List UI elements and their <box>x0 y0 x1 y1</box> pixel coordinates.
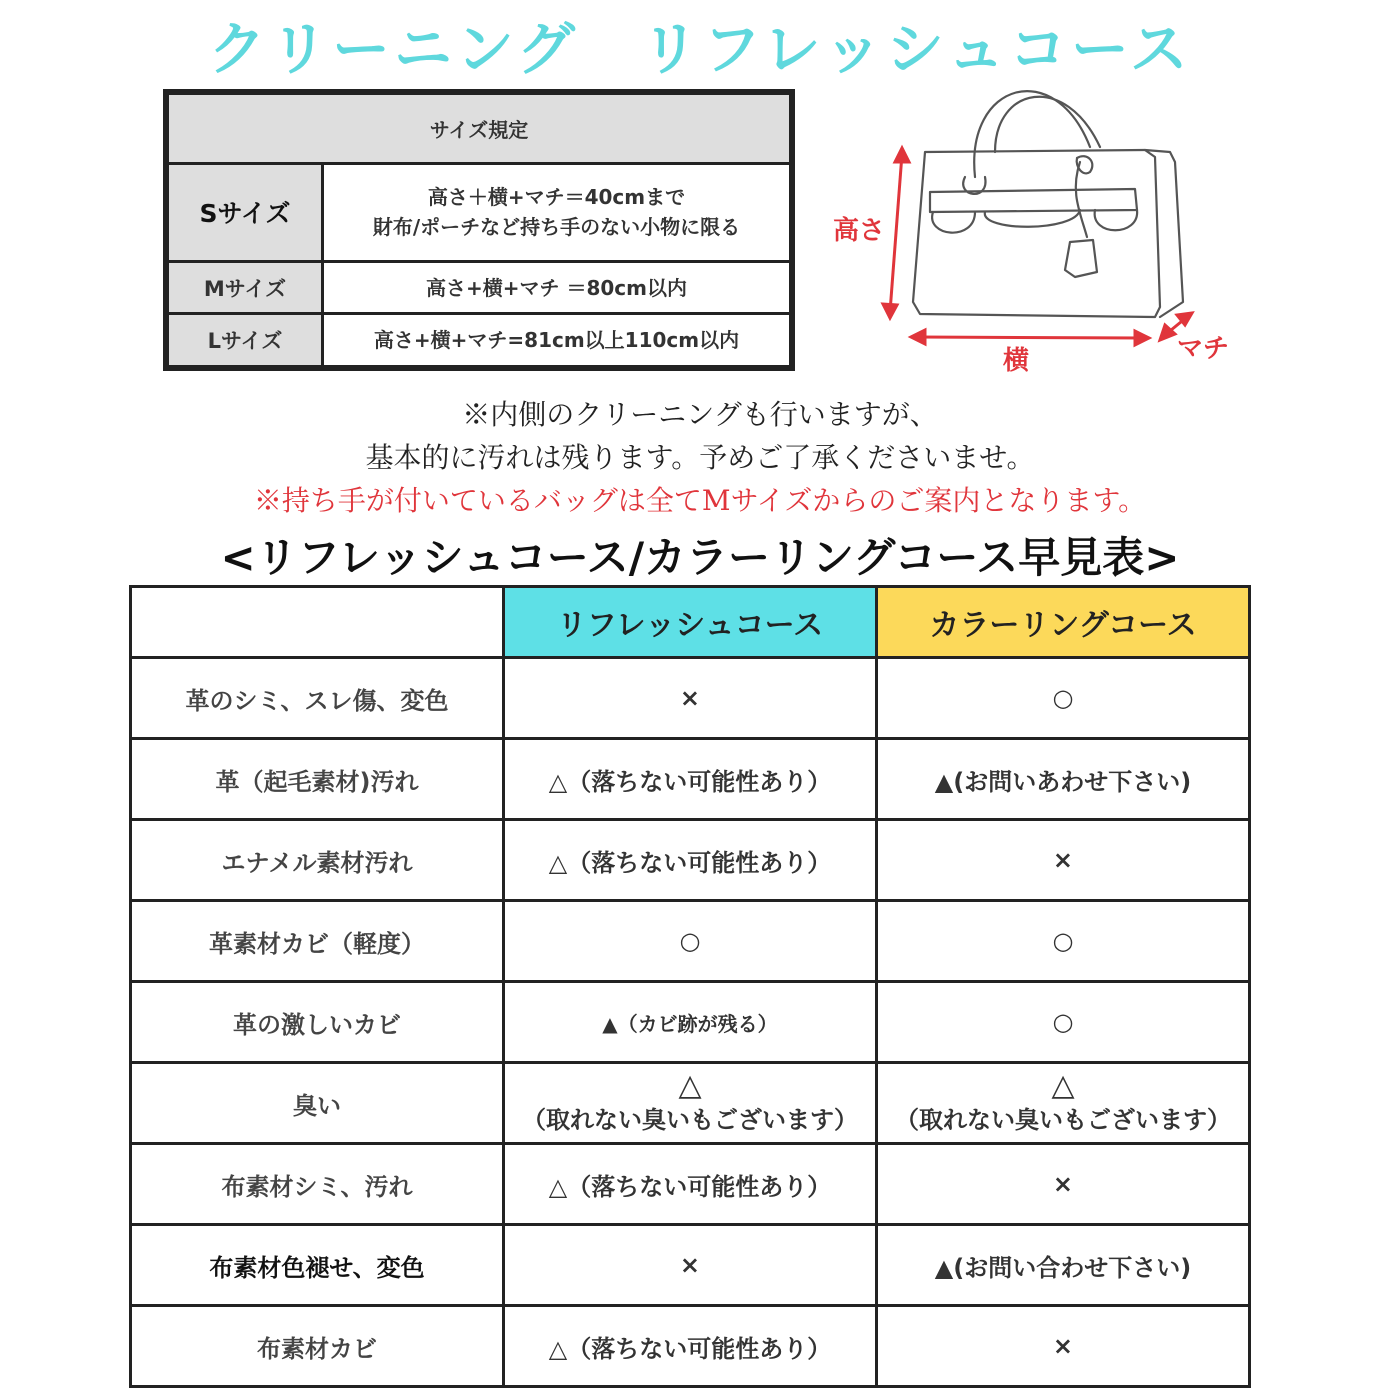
coloring-value: ▲(お問いあわせ下さい) <box>876 739 1249 820</box>
refresh-value: △（落ちない可能性あり） <box>503 1306 876 1387</box>
size-row-l <box>168 314 791 367</box>
coloring-value: ○ <box>876 901 1249 982</box>
note-line: ※内側のクリーニングも行いますが、 <box>462 398 938 431</box>
course-comparison-table <box>129 585 1251 1388</box>
coloring-value: × <box>876 1306 1249 1387</box>
refresh-value: △（落ちない可能性あり） <box>503 1144 876 1225</box>
size-label: Lサイズ <box>168 314 323 367</box>
row-item: 革のシミ、スレ傷、変色 <box>131 658 504 739</box>
refresh-value: △（落ちない可能性あり） <box>503 820 876 901</box>
refresh-value: × <box>503 658 876 739</box>
comparison-header-row <box>131 587 1250 658</box>
coloring-value: × <box>876 820 1249 901</box>
table-row <box>131 820 1250 901</box>
coloring-value: ○ <box>876 982 1249 1063</box>
coloring-value <box>876 1063 1249 1144</box>
coloring-value: ○ <box>876 658 1249 739</box>
header-refresh-course: リフレッシュコース <box>503 587 876 658</box>
size-desc: 高さ+横+マチ=81cm以上110cm以内 <box>323 314 791 367</box>
table-row <box>131 1144 1250 1225</box>
size-desc-line: 財布/ポーチなど持ち手のない小物に限る <box>372 215 741 240</box>
table-row <box>131 982 1250 1063</box>
comparison-title: <リフレッシュコース/カラーリングコース早見表> <box>220 533 1180 582</box>
refresh-value: ○ <box>503 901 876 982</box>
bag-dimension-diagram <box>825 62 1245 392</box>
triangle-symbol: △ <box>1051 1067 1075 1103</box>
row-item: 革（起毛素材)汚れ <box>131 739 504 820</box>
row-item: 革素材カビ（軽度） <box>131 901 504 982</box>
size-rules-table <box>163 89 795 371</box>
row-item: 布素材シミ、汚れ <box>131 1144 504 1225</box>
size-desc-line: 高さ＋横+マチ＝40cmまで <box>427 185 686 210</box>
row-item: 布素材色褪せ、変色 <box>131 1225 504 1306</box>
size-rules-title: サイズ規定 <box>168 94 791 164</box>
size-label: Sサイズ <box>168 164 323 262</box>
handle-bag-warning: ※持ち手が付いているバッグは全てMサイズからのご案内となります。 <box>253 484 1147 517</box>
depth-label: マチ <box>1177 334 1230 364</box>
table-row <box>131 1306 1250 1387</box>
height-label: 高さ <box>833 216 886 246</box>
size-desc: 高さ+横+マチ ＝80cm以内 <box>323 261 791 314</box>
row-item: 臭い <box>131 1063 504 1144</box>
size-row-m <box>168 261 791 314</box>
coloring-value: ▲(お問い合わせ下さい) <box>876 1225 1249 1306</box>
width-label: 横 <box>1003 346 1030 376</box>
refresh-value: ▲（カビ跡が残る） <box>503 982 876 1063</box>
size-desc <box>323 164 791 262</box>
refresh-note: （取れない臭いもございます） <box>521 1105 858 1134</box>
header-coloring-course: カラーリングコース <box>876 587 1249 658</box>
note-line: 基本的に汚れは残ります。予めご了承くださいませ。 <box>365 441 1035 474</box>
coloring-note: （取れない臭いもございます） <box>894 1105 1231 1134</box>
table-row <box>131 1063 1250 1144</box>
refresh-value <box>503 1063 876 1144</box>
row-item: エナメル素材汚れ <box>131 820 504 901</box>
row-item: 革の激しいカビ <box>131 982 504 1063</box>
page-title: クリーニング リフレッシュコース <box>208 15 1192 83</box>
table-row <box>131 658 1250 739</box>
row-item: 布素材カビ <box>131 1306 504 1387</box>
header-empty-cell <box>131 587 504 658</box>
refresh-value: × <box>503 1225 876 1306</box>
table-row <box>131 739 1250 820</box>
notes <box>0 393 1400 522</box>
size-row-s <box>168 164 791 262</box>
table-row <box>131 1225 1250 1306</box>
coloring-value: × <box>876 1144 1249 1225</box>
size-label: Mサイズ <box>168 261 323 314</box>
table-row <box>131 901 1250 982</box>
triangle-symbol: △ <box>678 1067 702 1103</box>
refresh-value: △（落ちない可能性あり） <box>503 739 876 820</box>
